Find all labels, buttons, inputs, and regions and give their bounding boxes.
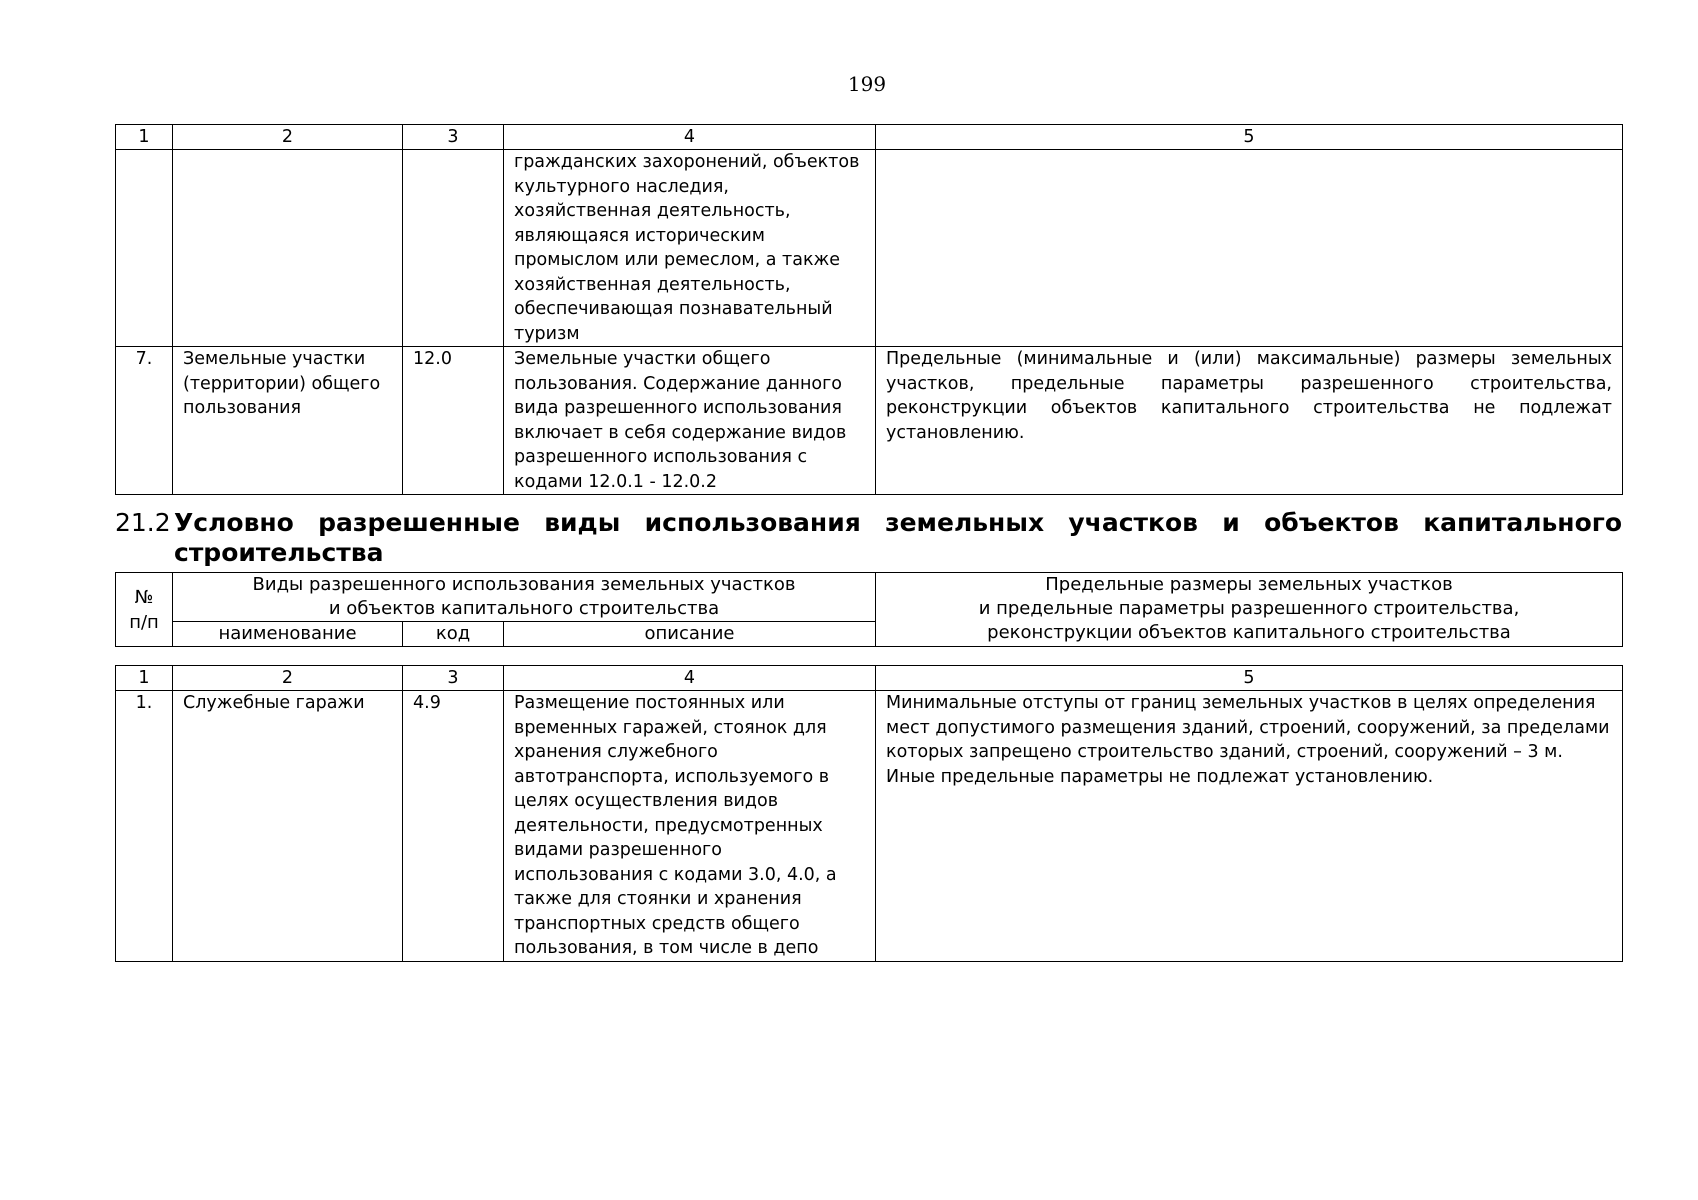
column-number-1: 1 (116, 125, 173, 150)
column-number-4: 4 (504, 125, 876, 150)
column-number-5: 5 (876, 666, 1623, 691)
use-code-cell (403, 150, 504, 347)
use-name-cell (173, 150, 403, 347)
row-number-cell (116, 150, 173, 347)
limits-header: Предельные размеры земельных участков и предельные параметры разрешенного строительства, реконструкции объектов капитального строительства (876, 573, 1623, 647)
conditional-uses-header-table (115, 572, 1623, 647)
row-number-cell: 7. (116, 347, 173, 495)
use-code-cell: 12.0 (403, 347, 504, 495)
description-subheader: описание (504, 622, 876, 647)
row-number-cell: 1. (116, 691, 173, 962)
use-description-cell: Размещение постоянных или временных гаражей, стоянок для хранения служебного автотранспорта, используемого в целях осуществления видов деятельности, предусмотренных видами разрешенного использования с кодами 3.0, 4.0, а также для стоянки и хранения транспортных средств общего пользования, в том числе в депо (504, 691, 876, 962)
header-row (116, 573, 1623, 622)
table-row (116, 691, 1623, 962)
section-title: Условно разрешенные виды использования земельных участков и объектов капитального строительства (174, 508, 1622, 567)
column-number-3: 3 (403, 125, 504, 150)
section-number: 21.2 (115, 508, 171, 537)
use-types-header: Виды разрешенного использования земельных участков и объектов капитального строительства (173, 573, 876, 622)
use-name-cell: Земельные участки (территории) общего пользования (173, 347, 403, 495)
use-name-cell: Служебные гаражи (173, 691, 403, 962)
conditional-uses-table (115, 665, 1623, 962)
use-description-cell: Земельные участки общего пользования. Содержание данного вида разрешенного использования включает в себя содержание видов разрешенного использования с кодами 12.0.1 - 12.0.2 (504, 347, 876, 495)
column-number-4: 4 (504, 666, 876, 691)
use-description-cell: гражданских захоронений, объектов культурного наследия, хозяйственная деятельность, являющаяся историческим промыслом или ремеслом, а также хозяйственная деятельность, обеспечивающая познавательный туризм (504, 150, 876, 347)
limits-cell: Минимальные отступы от границ земельных участков в целях определения мест допустимого размещения зданий, строений, сооружений, за пределами которых запрещено строительство зданий, строений, сооружений – 3 м. Иные предельные параметры не подлежат установлению. (876, 691, 1623, 962)
column-number-5: 5 (876, 125, 1623, 150)
row-number-header: № п/п (116, 573, 173, 647)
use-code-cell: 4.9 (403, 691, 504, 962)
table-row (116, 150, 1623, 347)
name-subheader: наименование (173, 622, 403, 647)
table-row (116, 347, 1623, 495)
page-number: 199 (847, 72, 887, 96)
code-subheader: код (403, 622, 504, 647)
column-number-2: 2 (173, 125, 403, 150)
column-number-row (116, 125, 1623, 150)
column-number-2: 2 (173, 666, 403, 691)
limits-cell (876, 150, 1623, 347)
column-number-row (116, 666, 1623, 691)
limits-cell: Предельные (минимальные и (или) максимальные) размеры земельных участков, предельные параметры разрешенного строительства, реконструкции объектов капитального строительства не подлежат установлению. (876, 347, 1623, 495)
column-number-1: 1 (116, 666, 173, 691)
column-number-3: 3 (403, 666, 504, 691)
top-continuation-table (115, 124, 1623, 495)
